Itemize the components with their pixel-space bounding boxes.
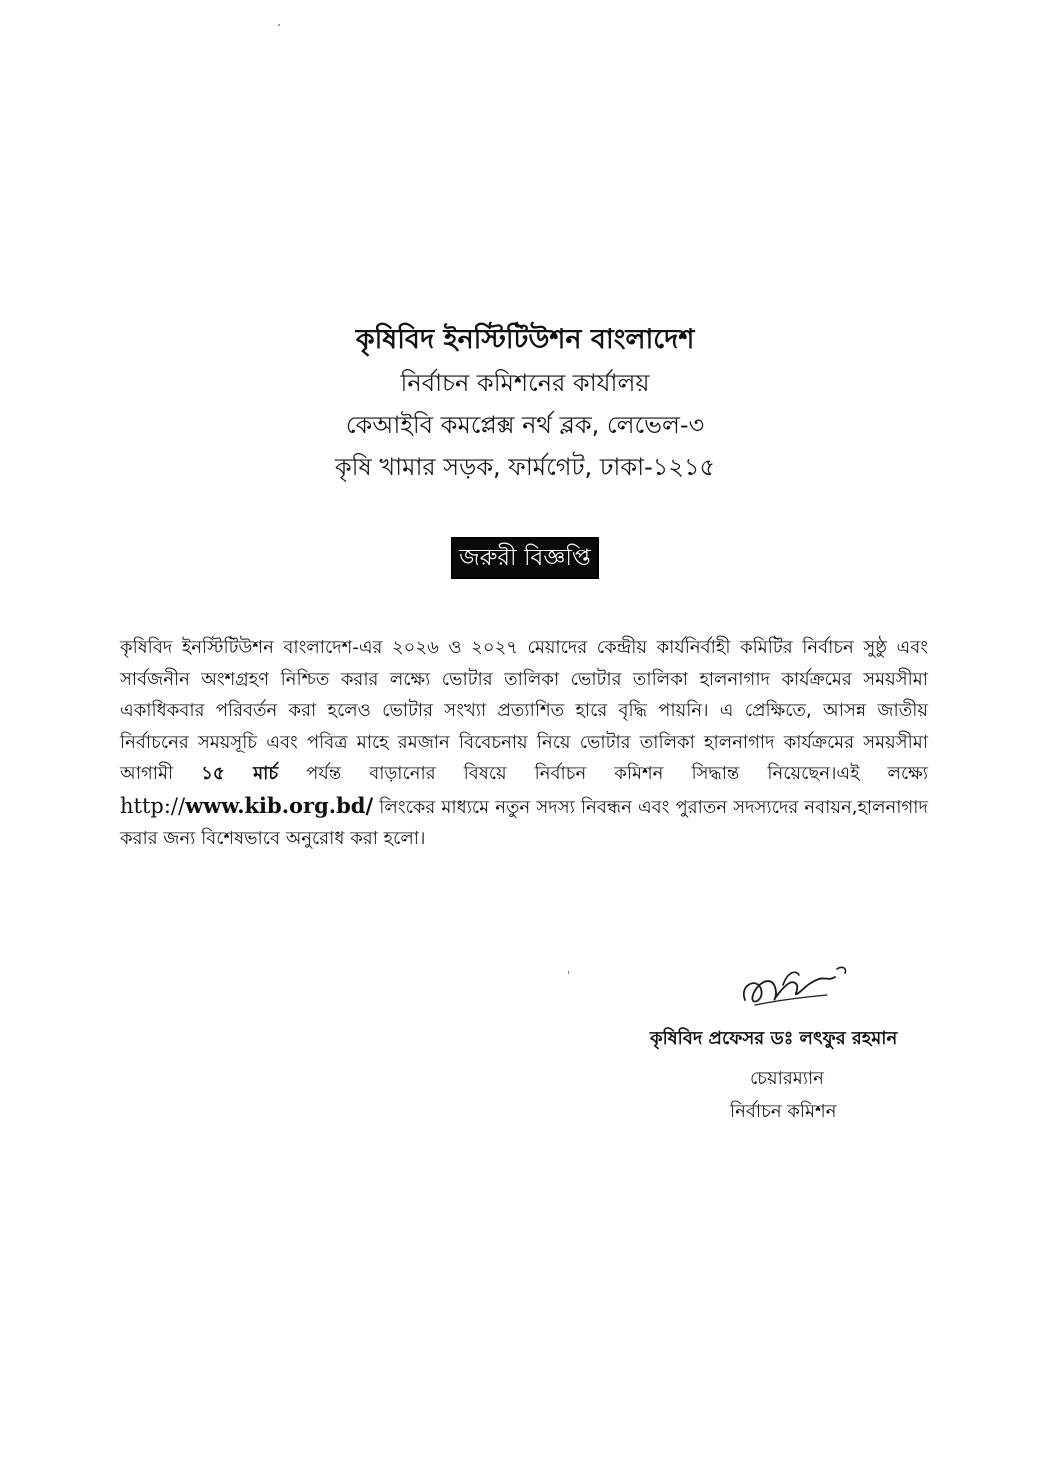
organization-name: কৃষিবিদ ইনস্টিটিউশন বাংলাদেশ [355, 324, 695, 355]
signer-department: নির্বাচন কমিশন [730, 1101, 837, 1122]
website-link-prefix: http:// [120, 793, 186, 818]
street-address: কৃষি খামার সড়ক, ফার্মগেট, ঢাকা-১২১৫ [334, 453, 716, 481]
body-text-part-2: পর্যন্ত বাড়ানোর বিষয়ে নির্বাচন কমিশন সিদ্ধান্ত নিয়েছেন।এই লক্ষ্যে [278, 763, 928, 784]
notice-title-badge: জরুরী বিজ্ঞপ্তি [451, 537, 599, 579]
handwritten-signature [735, 955, 855, 1020]
building-address: কেআইবি কমপ্লেক্স নর্থ ব্লক, লেভেল-৩ [345, 411, 705, 439]
website-link[interactable] [120, 794, 373, 818]
notice-title-wrap [0, 537, 1050, 579]
scan-speck [278, 24, 280, 26]
notice-body [120, 632, 928, 855]
office-name: নির্বাচন কমিশনের কার্যালয় [400, 369, 650, 397]
signer-title: চেয়ারম্যান [750, 1068, 824, 1089]
scan-speck [568, 971, 569, 974]
deadline-date: ১৫ মার্চ [201, 763, 279, 784]
body-text-part-3: লিংকের মাধ্যমে নতুন সদস্য নিবন্ধন এবং পুরাতন সদস্যদের নবায়ন,হালনাগাদ করার জন্য বিশেষভাবে অনুরোধ করা হলো। [120, 796, 928, 849]
body-text-part-1: কৃষিবিদ ইনস্টিটিউশন বাংলাদেশ-এর ২০২৬ ও ২০২৭ মেয়াদের কেন্দ্রীয় কার্যনির্বাহী কমিটির নির্বাচন সুষ্ঠু এবং সার্বজনীন অংশগ্রহণ নিশ্চিত করার লক্ষ্যে ভোটার তালিকা ভোটার তালিকা হালনাগাদ কার্যক্রমের সময়সীমা একাধিকবার পরিবর্তন করা হলেও ভোটার সংখ্যা প্রত্যাশিত হারে বৃদ্ধি পায়নি। এ প্রেক্ষিতে, আসন্ন জাতীয় নির্বাচনের সময়সূচি এবং পবিত্র মাহে রমজান বিবেচনায় নিয়ে ভোটার তালিকা হালনাগাদ কার্যক্রমের সময়সীমা আগামী [120, 637, 928, 784]
signer-name: কৃষিবিদ প্রফেসর ডঃ লৎফুর রহমান [650, 1028, 898, 1049]
letterhead [0, 318, 1050, 488]
website-link-domain: www.kib.org.bd/ [185, 792, 374, 818]
